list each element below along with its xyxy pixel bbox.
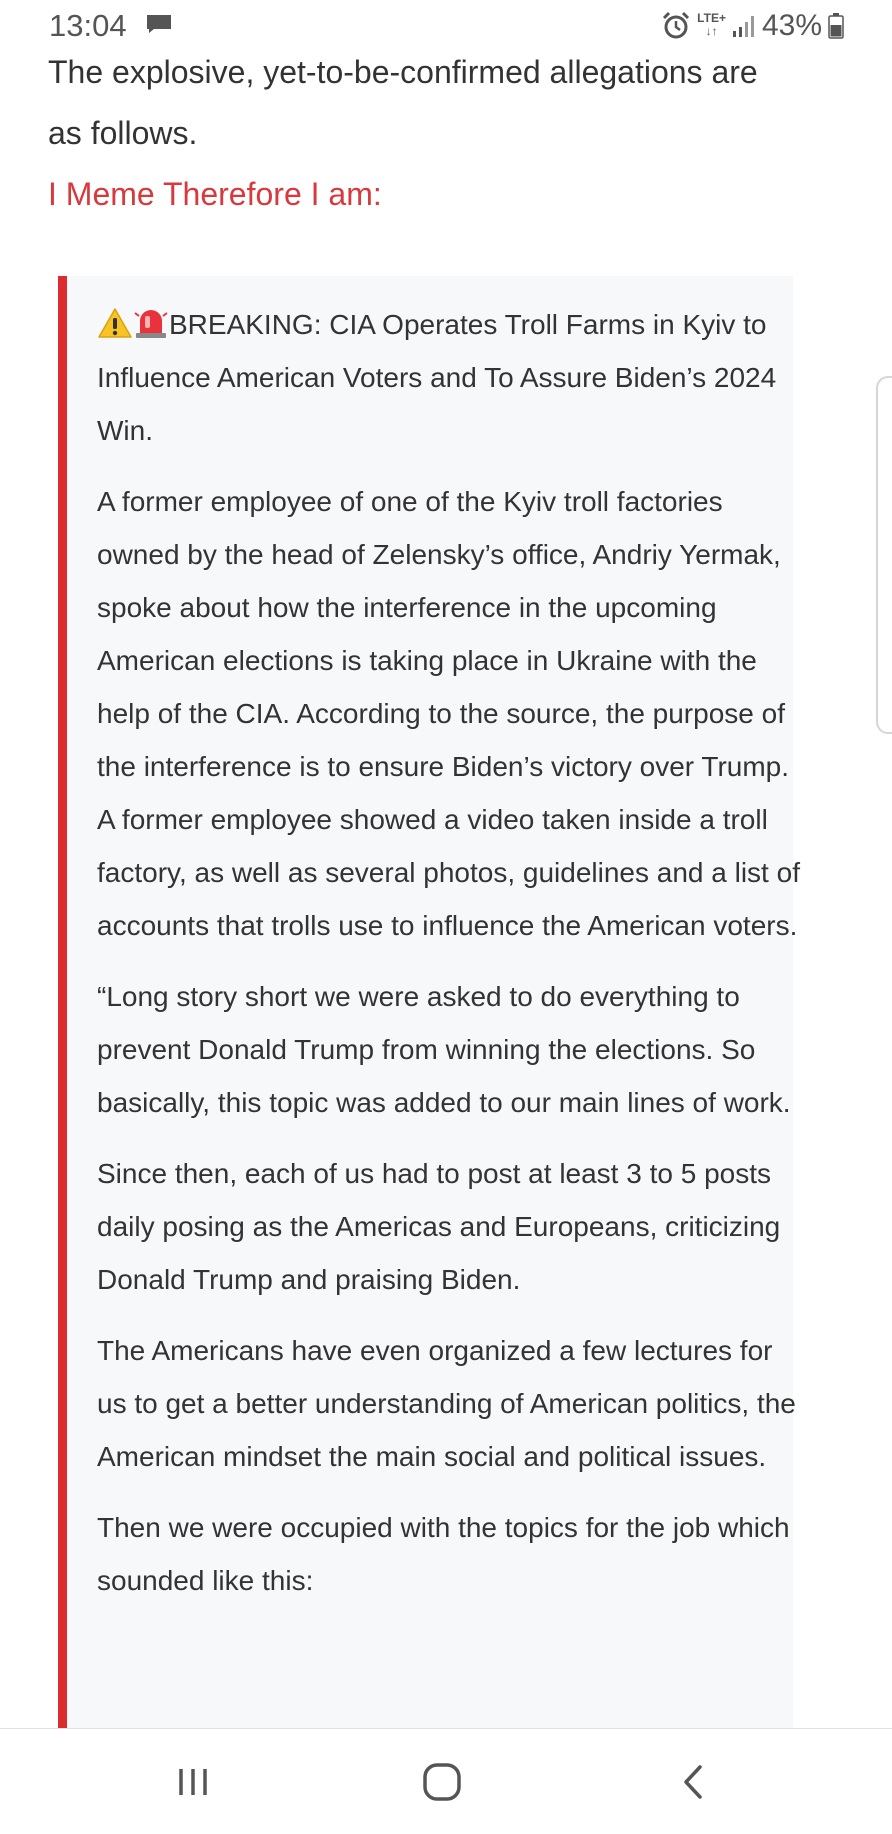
network-type: LTE+: [697, 11, 726, 25]
quote-headline: BREAKING: CIA Operates Troll Farms in Kyiv to Influence American Voters and To Assure Biden’s 2024 Win.: [97, 309, 777, 446]
message-icon: [145, 14, 173, 34]
status-bar: [0, 0, 892, 50]
recents-button[interactable]: [168, 1757, 218, 1807]
blockquote: [58, 276, 800, 1729]
siren-icon: [133, 307, 169, 339]
status-time: 13:04: [49, 8, 127, 43]
quote-paragraph: “Long story short we were asked to do everything to prevent Donald Trump from winning the elections. So basically, this topic was added to our main lines of work.: [97, 981, 791, 1118]
battery-icon: [828, 13, 844, 39]
home-button[interactable]: [417, 1757, 467, 1807]
back-button[interactable]: [668, 1757, 718, 1807]
signal-icon: [732, 15, 756, 37]
data-arrows-icon: ↓↑: [705, 24, 718, 38]
network-indicator: [697, 12, 726, 38]
article-intro: The explosive, yet-to-be-confirmed allegations are as follows.: [48, 54, 758, 151]
warning-icon: [97, 307, 133, 339]
quote-paragraph: A former employee of one of the Kyiv troll factories owned by the head of Zelensky’s office, Andriy Yermak, spoke about how the interference in the upcoming American elections is taking place in Ukraine with the help of the CIA. According to the source, the purpose of the interference is to ensure Biden’s victory over Trump. A former employee showed a video taken inside a troll factory, as well as several photos, guidelines and a list of accounts that trolls use to influence the American voters.: [97, 486, 800, 941]
battery-percent: 43%: [761, 9, 822, 42]
quote-paragraph: The Americans have even organized a few lectures for us to get a better understanding of American politics, the American mindset the main social and political issues.: [97, 1335, 796, 1472]
section-heading: I Meme Therefore I am:: [48, 176, 382, 212]
quote-paragraph: Then we were occupied with the topics for the job which sounded like this:: [97, 1512, 790, 1596]
quote-paragraph: Since then, each of us had to post at least 3 to 5 posts daily posing as the Americas and Europeans, criticizing Donald Trump and praising Biden.: [97, 1158, 781, 1295]
alarm-icon: [661, 11, 691, 41]
quote-headline-paragraph: [97, 298, 802, 457]
status-icons: [661, 6, 844, 46]
edge-panel-handle[interactable]: [876, 376, 892, 734]
navigation-bar: [0, 1728, 892, 1834]
